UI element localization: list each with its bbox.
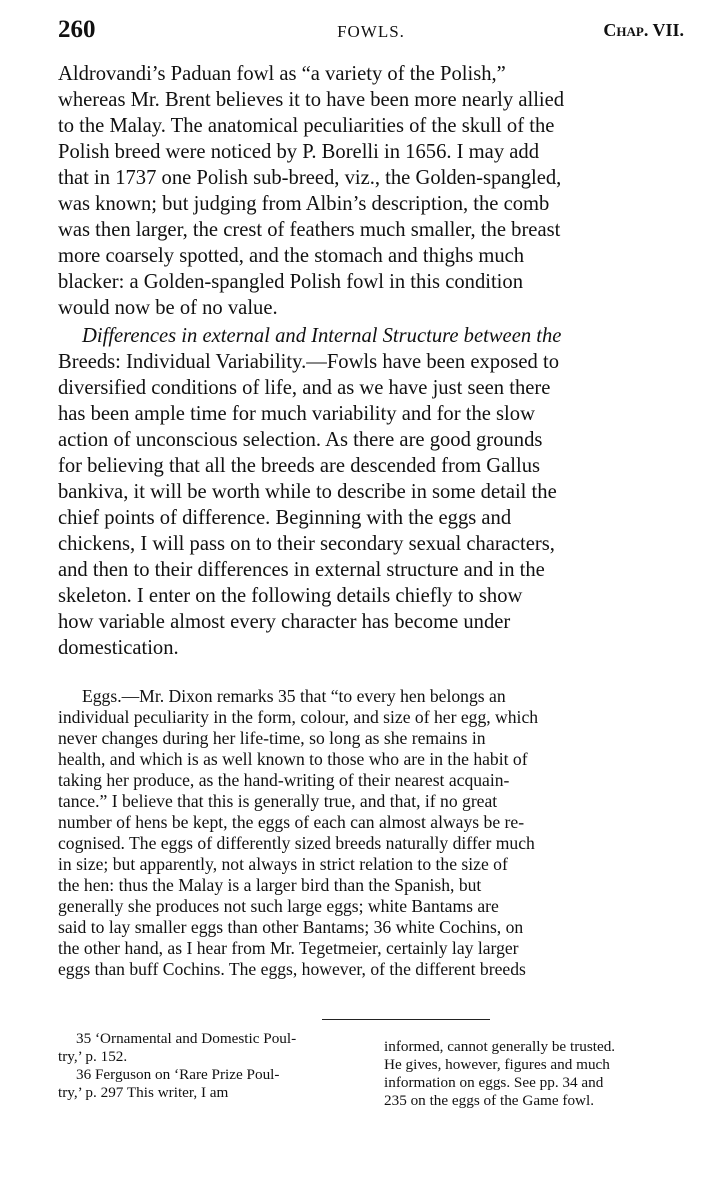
text-line: would now be of no value.	[58, 297, 278, 319]
text-line: action of unconscious selection. As there are good grounds	[58, 429, 543, 451]
text-line: domestication.	[58, 637, 179, 659]
text-line: the other hand, as I hear from Mr. Tegetmeier, certainly lay larger	[58, 938, 519, 958]
text-line: Eggs.—Mr. Dixon remarks 35 that “to every hen belongs an	[82, 686, 506, 706]
section-heading: Differences in external and Internal Structure between the	[82, 325, 562, 347]
text-line: never changes during her life-time, so long as she remains in	[58, 728, 486, 748]
footnote-line: 36 Ferguson on ‘Rare Prize Poul-	[76, 1066, 280, 1083]
text-line: individual peculiarity in the form, colour, and size of her egg, which	[58, 707, 539, 727]
text-line: and then to their differences in external structure and in the	[58, 559, 545, 581]
text-line: to the Malay. The anatomical peculiarities of the skull of the	[58, 115, 555, 137]
text-line: health, and which is as well known to those who are in the habit of	[58, 749, 528, 769]
text-line: taking her produce, as the hand-writing of their nearest acquain-	[58, 770, 510, 790]
text-line: the hen: thus the Malay is a larger bird than the Spanish, but	[58, 875, 482, 895]
footnote-divider	[322, 1019, 490, 1020]
footnote-line: try,’ p. 152.	[58, 1048, 128, 1065]
text-line: tance.” I believe that this is generally true, and that, if no great	[58, 791, 498, 811]
text-line: was then larger, the crest of feathers much smaller, the breast	[58, 219, 561, 241]
text-line: Breeds: Individual Variability.—Fowls have been exposed to	[58, 351, 560, 373]
text-line: chief points of difference. Beginning with the eggs and	[58, 507, 512, 529]
text-line: skeleton. I enter on the following details chiefly to show	[58, 585, 523, 607]
footnote-line: 235 on the eggs of the Game fowl.	[384, 1092, 595, 1109]
text-line: said to lay smaller eggs than other Bantams; 36 white Cochins, on	[58, 917, 524, 937]
footnote-line: information on eggs. See pp. 34 and	[384, 1074, 604, 1091]
text-line: number of hens be kept, the eggs of each can almost always be re-	[58, 812, 525, 832]
text-line: diversified conditions of life, and as we have just seen there	[58, 377, 551, 399]
text-line: Aldrovandi’s Paduan fowl as “a variety of the Polish,”	[58, 63, 506, 85]
text-line: was known; but judging from Albin’s description, the comb	[58, 193, 550, 215]
text-line: cognised. The eggs of differently sized breeds naturally differ much	[58, 833, 535, 853]
running-title: FOWLS.	[337, 22, 405, 41]
text-line: chickens, I will pass on to their secondary sexual characters,	[58, 533, 555, 555]
footnote-line: 35 ‘Ornamental and Domestic Poul-	[76, 1030, 297, 1047]
page-number: 260	[58, 16, 96, 43]
text-line: has been ample time for much variability and for the slow	[58, 403, 535, 425]
text-line: that in 1737 one Polish sub-breed, viz., the Golden-spangled,	[58, 167, 562, 189]
footnote-line: He gives, however, figures and much	[384, 1056, 610, 1073]
footnote-line: try,’ p. 297 This writer, I am	[58, 1084, 229, 1101]
running-header	[58, 16, 684, 48]
text-line: for believing that all the breeds are descended from Gallus	[58, 455, 541, 477]
text-line: whereas Mr. Brent believes it to have been more nearly allied	[58, 89, 565, 111]
footnote-line: informed, cannot generally be trusted.	[384, 1038, 616, 1055]
text-line: generally she produces not such large eggs; white Bantams are	[58, 896, 499, 916]
chapter-label: Chap. VII.	[603, 20, 684, 40]
text-line: bankiva, it will be worth while to describe in some detail the	[58, 481, 557, 503]
text-line: how variable almost every character has become under	[58, 611, 511, 633]
text-line: Polish breed were noticed by P. Borelli in 1656. I may add	[58, 141, 540, 163]
text-line: more coarsely spotted, and the stomach and thighs much	[58, 245, 525, 267]
text-line: in size; but apparently, not always in strict relation to the size of	[58, 854, 508, 874]
text-line: blacker: a Golden-spangled Polish fowl in this condition	[58, 271, 523, 293]
text-line: eggs than buff Cochins. The eggs, however, of the different breeds	[58, 959, 526, 979]
